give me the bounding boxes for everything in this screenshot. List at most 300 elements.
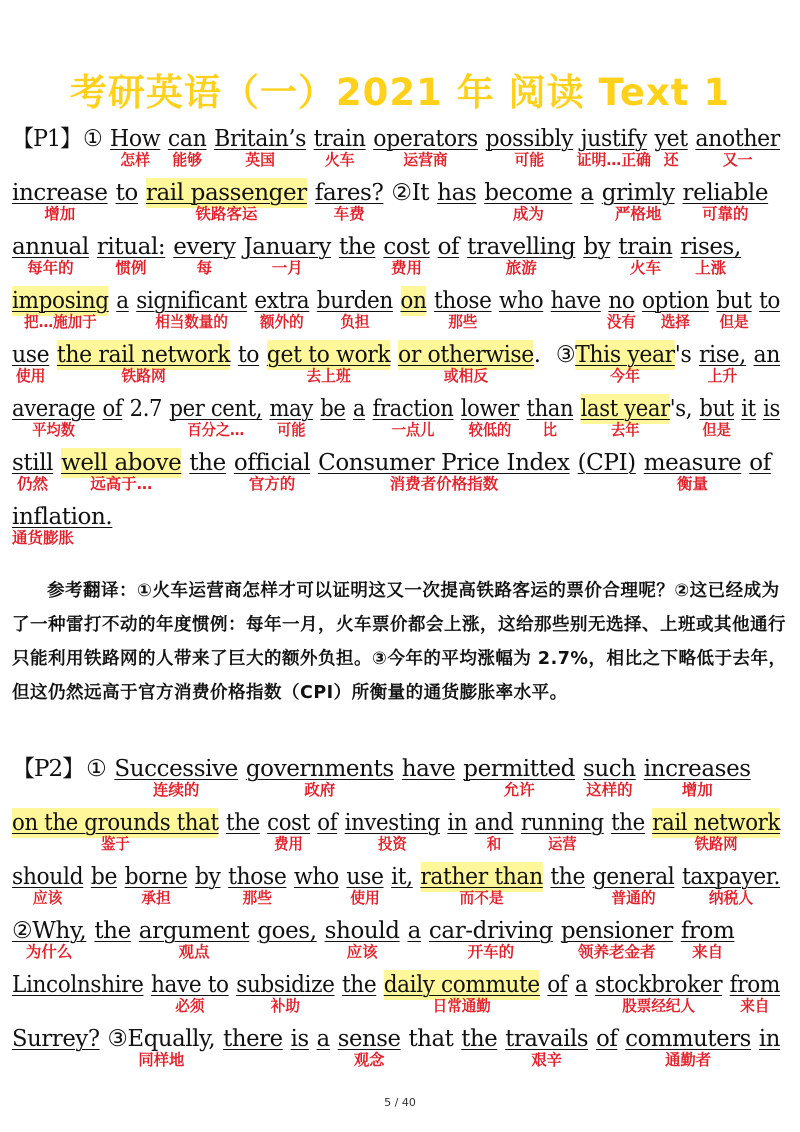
english-word: may [269,396,313,422]
word-token [12,340,50,385]
word-token [353,394,365,424]
chinese-gloss: 运营商 [403,151,448,169]
word-token [317,1024,330,1054]
english-word: average [12,396,96,422]
word-token [759,286,780,316]
english-word: operators [373,126,478,152]
word-token [130,394,162,424]
word-token [641,286,709,331]
word-token [138,916,250,961]
english-word: can [167,126,207,152]
page-title: 考研英语（一）2021 年 阅读 Text 1 [69,71,731,114]
word-token [580,394,670,439]
english-word: train [313,126,366,152]
english-word: every [173,234,236,260]
word-token [228,862,287,907]
english-word: of [437,234,460,260]
chinese-gloss: 火车 [324,151,355,169]
english-word: Consumer Price Index [318,450,570,476]
highlighted-phrase: the rail network [56,342,231,368]
word-token [167,124,207,169]
english-word: significant [136,288,247,314]
chinese-gloss: 严格地 [614,205,662,223]
chinese-gloss: 同样地 [138,1051,185,1069]
word-token [116,178,138,208]
word-token [12,1024,100,1054]
word-token [643,448,742,493]
english-word: is [763,396,781,422]
word-token [339,232,375,262]
chinese-gloss: 百分之… [187,421,245,439]
p1-line [12,178,792,232]
chinese-gloss: 选择 [660,313,690,331]
english-word: by [583,234,611,260]
word-token [12,970,144,1000]
chinese-gloss: 政府 [304,781,336,799]
english-word: commuters [625,1026,751,1052]
chinese-gloss: 使用 [15,367,46,385]
highlighted-phrase: daily commute [383,972,540,998]
english-word: a [352,396,366,422]
word-token [61,448,182,493]
chinese-gloss: 去年 [610,421,640,439]
chinese-gloss: 远高于… [90,475,153,493]
word-token [124,862,188,907]
word-token [245,754,394,799]
english-word: but [716,288,752,314]
english-word: permitted [463,756,575,782]
word-token [460,394,520,439]
word-token [526,394,574,439]
word-token [12,448,54,493]
english-word: possibly [485,126,574,152]
paragraph-p1 [12,124,792,556]
word-token [682,178,769,223]
highlighted-phrase: on [400,288,427,314]
chinese-gloss: 那些 [448,313,478,331]
word-token [86,754,106,784]
word-token [226,808,260,838]
word-token [520,808,604,853]
english-word: fares? [314,180,384,206]
word-token [749,448,771,478]
english-word: borne [124,864,188,890]
english-word: have [550,288,601,314]
word-token [408,916,421,946]
p1-line [12,340,781,394]
highlighted-phrase: imposing [12,288,109,314]
word-token [243,232,331,277]
word-token [91,862,117,892]
chinese-gloss: 把…施加于 [24,313,97,331]
chinese-gloss: 观点 [178,943,210,961]
word-token [699,394,734,439]
english-word: subsidize [236,972,335,998]
chinese-gloss: 额外的 [260,313,304,331]
word-token [116,286,128,316]
word-token [145,178,307,223]
word-token [618,232,673,277]
chinese-gloss: 承担 [141,889,171,907]
word-token [576,124,651,169]
english-word: ① [83,126,103,152]
word-token [317,808,337,838]
english-word: an [753,342,781,368]
english-word: that [408,1026,454,1052]
english-word: the [338,234,376,260]
chinese-gloss: 相当数量的 [155,313,228,331]
chinese-gloss: 但是 [702,421,731,439]
word-token [438,232,460,262]
english-word: to [115,180,138,206]
english-word: inflation. [12,504,113,530]
p1-line [12,448,792,502]
english-word: 's, [669,396,693,422]
english-word: fraction [372,396,454,422]
english-word: travails [505,1026,589,1052]
chinese-gloss: 来自 [692,943,724,961]
p2-line [12,808,780,862]
word-token [94,916,130,946]
english-word: reliable [682,180,769,206]
english-word: has [437,180,477,206]
p2-line [12,862,781,916]
chinese-gloss: 上涨 [695,259,727,277]
word-token [114,754,238,799]
english-word: to [237,342,260,368]
english-word: measure [643,450,742,476]
chinese-gloss: 怎样 [120,151,151,169]
word-token [643,754,751,799]
p1-line [12,232,792,286]
english-word: extra [254,288,310,314]
chinese-gloss: 每年的 [27,259,74,277]
chinese-gloss: 纳税人 [708,889,754,907]
word-token [12,286,109,331]
english-word: rise, [699,342,746,368]
english-word: increases [643,756,751,782]
word-token [12,232,89,277]
word-token [383,970,540,1015]
chinese-gloss: 或相反 [443,367,489,385]
page-number: 5 / 40 [384,1096,416,1109]
english-word: How [110,126,161,152]
english-word: cost [267,810,310,836]
chinese-gloss: 必须 [175,997,205,1015]
p1-line [12,286,781,340]
word-token [595,970,723,1015]
english-word: who [294,864,339,890]
highlighted-phrase: This year [575,342,675,368]
word-token [654,124,688,169]
chinese-gloss: 消费者价格指数 [389,475,499,493]
chinese-gloss: 较低的 [468,421,512,439]
chinese-gloss: 一点儿 [391,421,435,439]
word-token [110,124,161,169]
word-token [214,124,307,169]
english-word: still [12,450,54,476]
word-token [314,178,384,223]
english-word: the [189,450,226,476]
word-token [267,808,310,853]
word-token [428,916,553,961]
chinese-gloss: 连续的 [152,781,200,799]
english-word: have [401,756,456,782]
chinese-gloss: 今年 [610,367,640,385]
word-token [195,862,221,892]
english-word: official [233,450,311,476]
word-token [12,178,108,223]
chinese-gloss: 衡量 [676,475,708,493]
english-word: . [533,342,541,368]
chinese-gloss: 运营 [547,835,577,853]
word-token [675,340,692,370]
chinese-gloss: 能够 [172,151,203,169]
word-token [741,394,756,424]
word-token [257,916,316,946]
word-token [397,340,534,385]
chinese-gloss: 和 [486,835,502,853]
english-word: there [223,1026,283,1052]
chinese-gloss: 成为 [512,205,544,223]
word-token [12,394,96,439]
word-token [437,178,476,208]
english-word: ②Why, [12,918,87,944]
word-token [294,862,339,892]
english-word: of [317,810,338,836]
word-token [107,1024,216,1069]
word-token [316,286,393,331]
chinese-gloss: 证明…正确 [576,151,651,169]
word-token [236,970,335,1015]
word-token [324,916,400,961]
word-token [680,916,735,961]
word-token [505,1024,589,1069]
chinese-gloss: 增加 [44,205,76,223]
english-word: ritual: [96,234,166,260]
chinese-gloss: 来自 [740,997,770,1015]
chinese-gloss: 增加 [681,781,713,799]
word-token [12,808,219,853]
english-word: use [12,342,50,368]
english-word: yet [654,126,688,152]
chinese-gloss: 艰辛 [531,1051,562,1069]
english-word: 2.7 [129,396,163,422]
word-token [189,448,225,478]
english-word: Surrey? [12,1026,100,1052]
english-word: ① [86,756,107,782]
english-word: but [699,396,734,422]
english-word: from [729,972,780,998]
english-word: use [346,864,384,890]
word-token [461,1024,497,1054]
chinese-gloss: 投资 [377,835,407,853]
chinese-gloss: 补助 [270,997,300,1015]
reference-translation-p1: 参考翻译：①火车运营商怎样才可以证明这又一次提高铁路客运的票价合理呢？②这已经成为了一种雷打不动的年度惯例：每年一月，火车票价都会上涨，这给那些别无选择、上班或其他通行只能利用铁路网的人带来了巨大的额外负担。③今年的平均涨幅为 2.7%，相比之下略低于去年，但这仍然远高于官方消费价格指数（CPI）所衡量的通货膨胀率水平。 [12,581,787,703]
word-token [238,340,259,370]
highlighted-phrase: on the grounds that [12,810,219,836]
word-token [434,286,492,331]
word-token [12,502,113,547]
word-token [551,286,601,316]
word-token [625,1024,751,1069]
english-word: January [243,234,331,260]
english-word: it, [391,864,413,890]
english-word: travelling [467,234,576,260]
p2-line [12,1024,783,1078]
word-token [96,232,166,277]
chinese-gloss: 允许 [503,781,535,799]
word-token [670,394,692,424]
word-token [575,340,675,385]
chinese-gloss: 日常通勤 [432,997,491,1015]
english-word: option [641,288,709,314]
english-word: rises, [680,234,741,260]
chinese-gloss: 而不是 [459,889,504,907]
word-token [547,970,567,1000]
english-word: of [749,450,771,476]
word-token [447,808,467,838]
chinese-gloss: 比 [542,421,557,439]
highlighted-phrase: rather than [420,864,543,890]
word-token [596,1024,617,1054]
chinese-gloss: 铁路网 [694,835,738,853]
word-token [408,1024,453,1054]
chinese-gloss: 可靠的 [702,205,749,223]
english-word: of [102,396,123,422]
english-word: cost [383,234,430,260]
p2-line [12,754,792,808]
chinese-gloss: 开车的 [467,943,515,961]
chinese-gloss: 英国 [245,151,275,169]
chinese-gloss: 负担 [340,313,370,331]
p1-line [12,124,780,178]
english-word: grimly [601,180,675,206]
word-token [560,916,673,961]
chinese-gloss: 使用 [350,889,380,907]
highlighted-phrase: rail network [652,810,780,836]
word-token [485,124,574,169]
english-word: Successive [114,756,238,782]
english-word: the [94,918,131,944]
word-token [372,394,454,439]
word-token [484,178,573,223]
english-word: is [290,1026,309,1052]
english-word: annual [12,234,89,260]
word-token [729,970,780,1015]
english-word: be [90,864,118,890]
highlighted-phrase: rail passenger [145,180,307,206]
english-word: per cent, [169,396,263,422]
chinese-gloss: 平均数 [32,421,75,439]
word-token [611,808,645,838]
chinese-gloss: 可能 [276,421,306,439]
english-word: justify [580,126,647,152]
chinese-gloss: 可能 [514,151,545,169]
word-token [223,1024,283,1054]
chinese-gloss: 股票经纪人 [622,997,695,1015]
word-token [56,340,231,385]
highlighted-phrase: or otherwise [397,342,534,368]
english-word: 's [674,342,692,368]
english-word: 【P1】 [12,126,82,152]
word-token [320,394,345,424]
word-token [318,448,570,493]
english-word: Lincolnshire [12,972,144,998]
english-word: investing [344,810,441,836]
english-word: no [608,288,635,314]
word-token [463,754,575,799]
english-word: governments [245,756,394,782]
word-token [556,340,575,370]
chinese-gloss: 每 [196,259,213,277]
word-token [233,448,311,493]
word-token [601,178,675,223]
english-word: from [680,918,735,944]
word-token [12,916,87,961]
chinese-gloss: 费用 [391,259,423,277]
word-token [592,862,675,907]
chinese-gloss: 惯例 [115,259,147,277]
english-word: such [582,756,636,782]
word-token [269,394,313,439]
word-token [763,394,780,424]
chinese-gloss: 普通的 [611,889,656,907]
word-token [754,340,780,370]
word-token [169,394,263,439]
chinese-gloss: 但是 [719,313,749,331]
english-word: ②It [391,180,430,206]
chinese-gloss: 还 [663,151,679,169]
word-token [103,394,123,424]
english-word: ③Equally, [107,1026,216,1052]
chinese-gloss: 通勤者 [665,1051,712,1069]
chinese-gloss: 这样的 [586,781,633,799]
word-token [550,862,585,892]
p2-line [12,970,780,1024]
chinese-gloss: 应该 [32,889,63,907]
english-word: stockbroker [595,972,723,998]
word-token [474,808,514,853]
english-word: and [474,810,514,836]
word-token [12,862,84,907]
english-word: in [447,810,468,836]
paragraph-p2 [12,754,792,1078]
chinese-gloss: 领养老金者 [578,943,656,961]
word-token [420,862,543,907]
p1-line [12,394,781,448]
chinese-gloss: 那些 [242,889,273,907]
chinese-gloss: 火车 [629,259,661,277]
english-word: taxpayer. [682,864,781,890]
word-token [682,862,781,907]
english-word: general [592,864,675,890]
english-word: car-driving [428,918,553,944]
english-word: who [499,288,544,314]
english-word: train [618,234,673,260]
english-word: burden [316,288,393,314]
english-word: 【P2】 [12,756,85,782]
english-word: increase [12,180,108,206]
english-word: running [520,810,604,836]
english-word: to [759,288,781,314]
word-token [575,970,587,1000]
english-word: ③ [555,342,576,368]
word-token [400,286,426,316]
english-word: should [12,864,84,890]
word-token [313,124,366,169]
word-token [680,232,741,277]
